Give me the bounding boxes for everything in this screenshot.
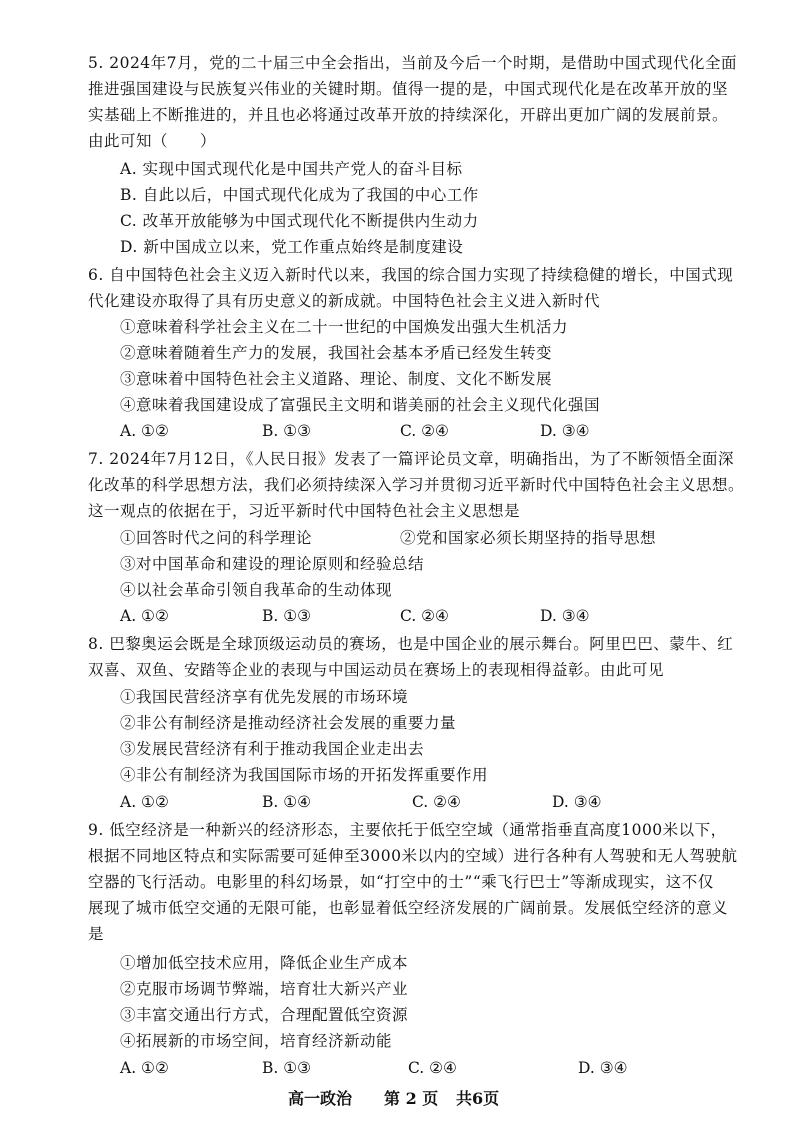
question-7-stem-line-1: 7. 2024年7月12日，《人民日报》发表了一篇评论员文章，明确指出，为了不断领悟全面深 [88,450,734,468]
question-8-choice-d[interactable]: D. ③④ [552,793,602,811]
question-9-item-2: ②克服市场调节弊端，培育壮大新兴产业 [120,980,409,998]
question-9-stem-line-2: 根据不同地区特点和实际需要可延伸至3000米以内的空域）进行各种有人驾驶和无人驾驶航 [88,847,738,865]
question-8-stem-line-1: 8. 巴黎奥运会既是全球顶级运动员的赛场，也是中国企业的展示舞台。阿里巴巴、蒙牛、红 [88,635,734,653]
question-5-option-d[interactable]: D. 新中国成立以来，党工作重点始终是制度建设 [120,238,464,256]
question-7-stem-line-2: 化改革的科学思想方法，我们必须持续深入学习并贯彻习近平新时代中国特色社会主义思想。 [88,476,745,494]
footer-subject: 高一政治 [288,1089,353,1108]
question-8-choice-b[interactable]: B. ①④ [262,793,312,811]
question-7-choice-b[interactable]: B. ①③ [262,607,312,625]
question-8-item-2: ②非公有制经济是推动经济社会发展的重要力量 [120,714,457,732]
question-5-option-b[interactable]: B. 自此以后，中国式现代化成为了我国的中心工作 [120,186,479,204]
question-7-item-3: ③对中国革命和建设的理论原则和经验总结 [120,555,425,573]
question-9-item-3: ③丰富交通出行方式，合理配置低空资源 [120,1006,409,1024]
question-9-stem-line-1: 9. 低空经济是一种新兴的经济形态，主要依托于低空空域（通常指垂直高度1000米以下， [88,821,727,839]
question-6-item-1: ①意味着科学社会主义在二十一世纪的中国焕发出强大生机活力 [120,318,569,336]
question-9-choice-d[interactable]: D. ③④ [578,1059,628,1077]
question-6-item-4: ④意味着我国建设成了富强民主文明和谐美丽的社会主义现代化强国 [120,396,601,414]
question-7-choice-d[interactable]: D. ③④ [540,607,590,625]
question-5-stem-line-1: 5. 2024年7月，党的二十届三中全会指出，当前及今后一个时期，是借助中国式现代化全面 [88,54,738,72]
question-7-item-2: ②党和国家必须长期坚持的指导思想 [400,529,657,547]
question-8-item-1: ①我国民营经济享有优先发展的市场环境 [120,688,409,706]
question-6-item-3: ③意味着中国特色社会主义道路、理论、制度、文化不断发展 [120,370,553,388]
question-6-choice-b[interactable]: B. ①③ [262,422,312,440]
question-9-choice-b[interactable]: B. ①③ [262,1059,312,1077]
question-5-option-c[interactable]: C. 改革开放能够为中国式现代化不断提供内生动力 [120,212,479,230]
question-7-choice-a[interactable]: A. ①② [120,607,169,625]
footer-page-number: 第 2 页 [384,1089,439,1108]
question-9-item-1: ①增加低空技术应用，降低企业生产成本 [120,954,409,972]
question-8-choice-c[interactable]: C. ②④ [412,793,461,811]
question-6-stem-line-2: 代化建设亦取得了具有历史意义的新成就。中国特色社会主义进入新时代 [88,292,601,310]
question-9-item-4: ④拓展新的市场空间，培育经济新动能 [120,1032,393,1050]
question-5-stem-line-4: 由此可知（ ） [88,132,217,150]
question-8-item-3: ③发展民营经济有利于推动我国企业走出去 [120,740,425,758]
question-9-stem-line-4: 展现了城市低空交通的无限可能，也彰显着低空经济发展的广阔前景。发展低空经济的意义 [88,899,729,917]
question-5-stem-line-3: 实基础上不断推进的，并且也必将通过改革开放的持续深化，开辟出更加广阔的发展前景。 [88,106,729,124]
question-9-stem-line-5: 是 [88,925,105,943]
question-5-stem-line-2: 推进强国建设与民族复兴伟业的关键时期。值得一提的是，中国式现代化是在改革开放的坚 [88,80,729,98]
question-6-choice-c[interactable]: C. ②④ [400,422,449,440]
question-9-stem-line-3: 空器的飞行活动。电影里的科幻场景，如“打空中的士”“乘飞行巴士”等渐成现实，这不仅 [88,873,714,891]
question-6-stem-line-1: 6. 自中国特色社会主义迈入新时代以来，我国的综合国力实现了持续稳健的增长，中国式现 [88,266,734,284]
question-5-option-a[interactable]: A. 实现中国式现代化是中国共产党人的奋斗目标 [120,160,463,178]
question-6-item-2: ②意味着随着生产力的发展，我国社会基本矛盾已经发生转变 [120,344,553,362]
question-7-item-4: ④以社会革命引领自我革命的生动体现 [120,581,393,599]
question-8-item-4: ④非公有制经济为我国国际市场的开拓发挥重要作用 [120,766,489,784]
question-6-choice-d[interactable]: D. ③④ [540,422,590,440]
question-6-choice-a[interactable]: A. ①② [120,422,169,440]
question-7-choice-c[interactable]: C. ②④ [400,607,449,625]
question-8-stem-line-2: 双喜、双鱼、安踏等企业的表现与中国运动员在赛场上的表现相得益彰。由此可见 [88,661,665,679]
question-8-choice-a[interactable]: A. ①② [120,793,169,811]
question-9-choice-a[interactable]: A. ①② [120,1059,169,1077]
question-9-choice-c[interactable]: C. ②④ [408,1059,457,1077]
question-7-stem-line-3: 这一观点的依据在于，习近平新时代中国特色社会主义思想是 [88,502,521,520]
footer-total-pages: 共6页 [456,1089,500,1108]
question-7-item-1: ①回答时代之问的科学理论 [120,529,313,547]
